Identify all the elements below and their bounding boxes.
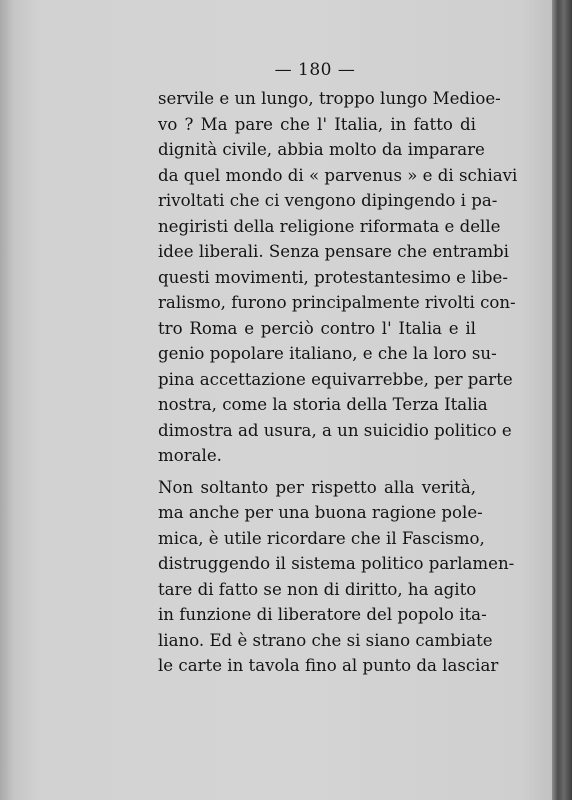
text-line: vo ? Ma pare che l' Italia, in fatto di <box>158 114 476 134</box>
text-line: questi movimenti, protestantesimo e libe- <box>158 267 508 287</box>
text-line: nostra, come la storia della Terza Italia <box>158 395 488 414</box>
text-line: genio popolare italiano, e che la loro su- <box>158 344 497 363</box>
page-number: — 180 — <box>274 60 356 80</box>
text-line: da quel mondo di « parvenus » e di schiavi <box>158 165 518 185</box>
text-line: negiristi della religione riformata e delle <box>158 216 501 236</box>
text-line: dignità civile, abbia molto da imparare <box>158 140 485 159</box>
text-line: tare di fatto se non di diritto, ha agito <box>158 579 477 599</box>
text-line: ralismo, furono principalmente rivolti con- <box>158 293 516 312</box>
text-line: rivoltati che ci vengono dipingendo i pa- <box>158 191 498 210</box>
text-line: pina accettazione equivarrebbe, per parte <box>158 369 513 389</box>
paragraph-2 <box>158 475 515 679</box>
text-line: mica, è utile ricordare che il Fascismo, <box>158 528 485 548</box>
text-line: idee liberali. Senza pensare che entrambi <box>158 242 509 261</box>
text-line: tro Roma e perciò contro l' Italia e il <box>158 318 476 338</box>
text-line: dimostra ad usura, a un suicidio politico e <box>158 420 512 440</box>
text-line: morale. <box>158 446 222 465</box>
text-line: servile e un lungo, troppo lungo Medioe- <box>158 89 501 108</box>
body-text <box>158 86 518 679</box>
text-line: ma anche per una buona ragione pole- <box>158 503 483 522</box>
text-line: distruggendo il sistema politico parlamen- <box>158 554 515 573</box>
text-line: in funzione di liberatore del popolo ita- <box>158 605 487 624</box>
text-line: Non soltanto per rispetto alla verità, <box>158 477 476 497</box>
text-line: liano. Ed è strano che si siano cambiate <box>158 630 493 650</box>
page-edge <box>552 0 572 800</box>
text-line: le carte in tavola fino al punto da lasciar <box>158 656 499 675</box>
paragraph-1 <box>158 86 518 469</box>
